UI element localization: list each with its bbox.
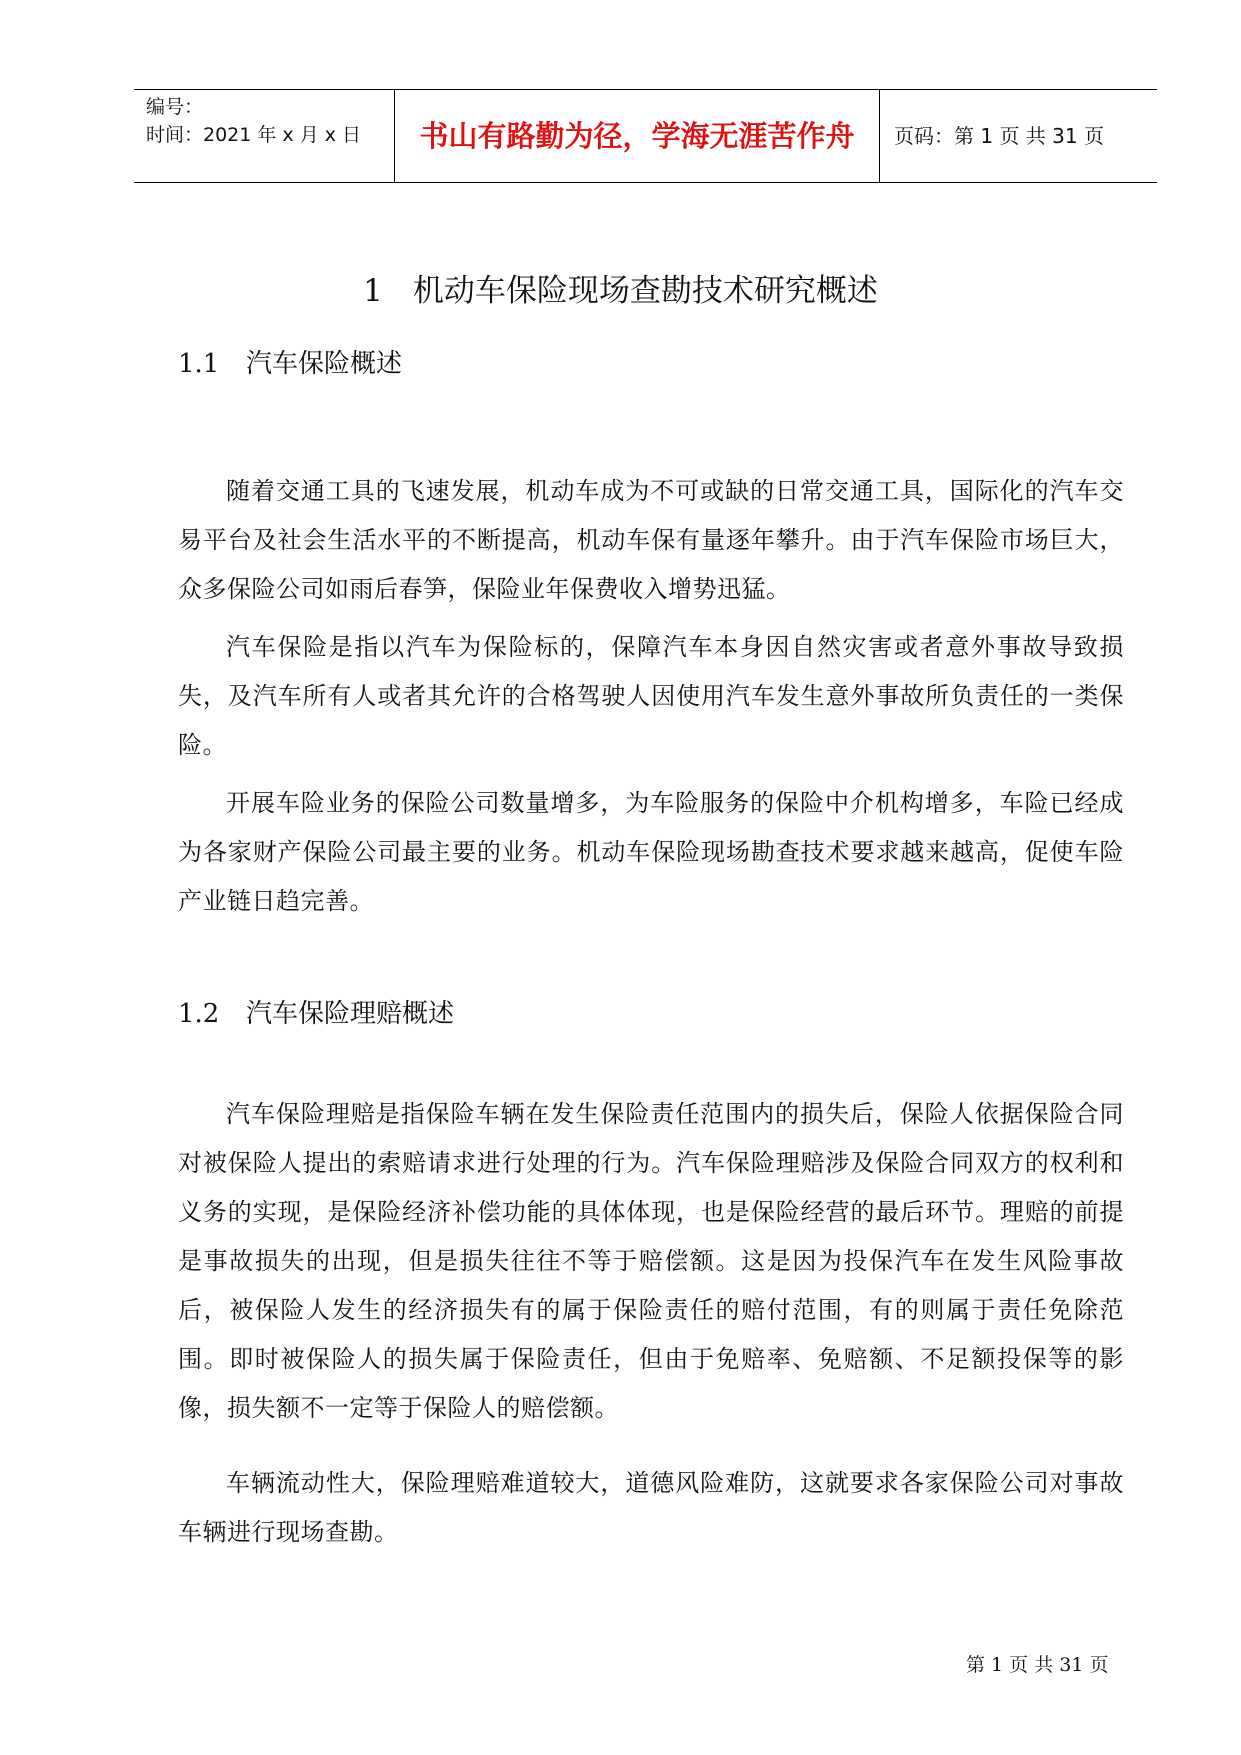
- section-title-1-1: [178, 343, 402, 380]
- page-header: [134, 89, 1157, 183]
- chapter-title-text: 机动车保险现场查勘技术研究概述: [412, 273, 878, 309]
- chapter-title: [0, 265, 1241, 310]
- section-number: 1.2: [178, 999, 220, 1029]
- section-title-text: 汽车保险理赔概述: [246, 999, 455, 1029]
- section-title-text: 汽车保险概述: [246, 349, 403, 379]
- header-page-info: 页码：第 1 页 共 31 页: [894, 124, 1104, 148]
- document-number-label: 编号：: [146, 96, 204, 118]
- paragraph: 随着交通工具的飞速发展，机动车成为不可或缺的日常交通工具，国际化的汽车交易平台及社会生活水平的不断提高，机动车保有量逐年攀升。由于汽车保险市场巨大，众多保险公司如雨后春笋，保险业年保费收入增势迅猛。: [178, 477, 1124, 603]
- document-time: 时间：2021 年 x 月 x 日: [146, 124, 362, 146]
- header-meta: [134, 90, 394, 182]
- paragraph: 汽车保险理赔是指保险车辆在发生保险责任范围内的损失后，保险人依据保险合同对被保险人提出的索赔请求进行处理的行为。汽车保险理赔涉及保险合同双方的权利和义务的实现，是保险经济补偿功能的具体体现，也是保险经营的最后环节。理赔的前提是事故损失的出现，但是损失往往不等于赔偿额。这是因为投保汽车在发生风险事故后，被保险人发生的经济损失有的属于保险责任的赔付范围，有的则属于责任免除范围。即时被保险人的损失属于保险责任，但由于免赔率、免赔额、不足额投保等的影像，损失额不一定等于保险人的赔偿额。: [178, 1100, 1124, 1422]
- chapter-number: 1: [363, 273, 383, 309]
- section-title-1-2: [178, 993, 454, 1030]
- section-number: 1.1: [178, 349, 220, 379]
- paragraph: 车辆流动性大，保险理赔难道较大，道德风险难防，这就要求各家保险公司对事故车辆进行现场查勘。: [178, 1469, 1124, 1546]
- paragraph: 开展车险业务的保险公司数量增多，为车险服务的保险中介机构增多，车险已经成为各家财产保险公司最主要的业务。机动车保险现场勘查技术要求越来越高，促使车险产业链日趋完善。: [178, 789, 1124, 915]
- header-motto: 书山有路勤为径，学海无涯苦作舟: [394, 90, 880, 182]
- page-footer: 第 1 页 共 31 页: [966, 1654, 1109, 1676]
- paragraph: 汽车保险是指以汽车为保险标的，保障汽车本身因自然灾害或者意外事故导致损失，及汽车所有人或者其允许的合格驾驶人因使用汽车发生意外事故所负责任的一类保险。: [178, 633, 1124, 759]
